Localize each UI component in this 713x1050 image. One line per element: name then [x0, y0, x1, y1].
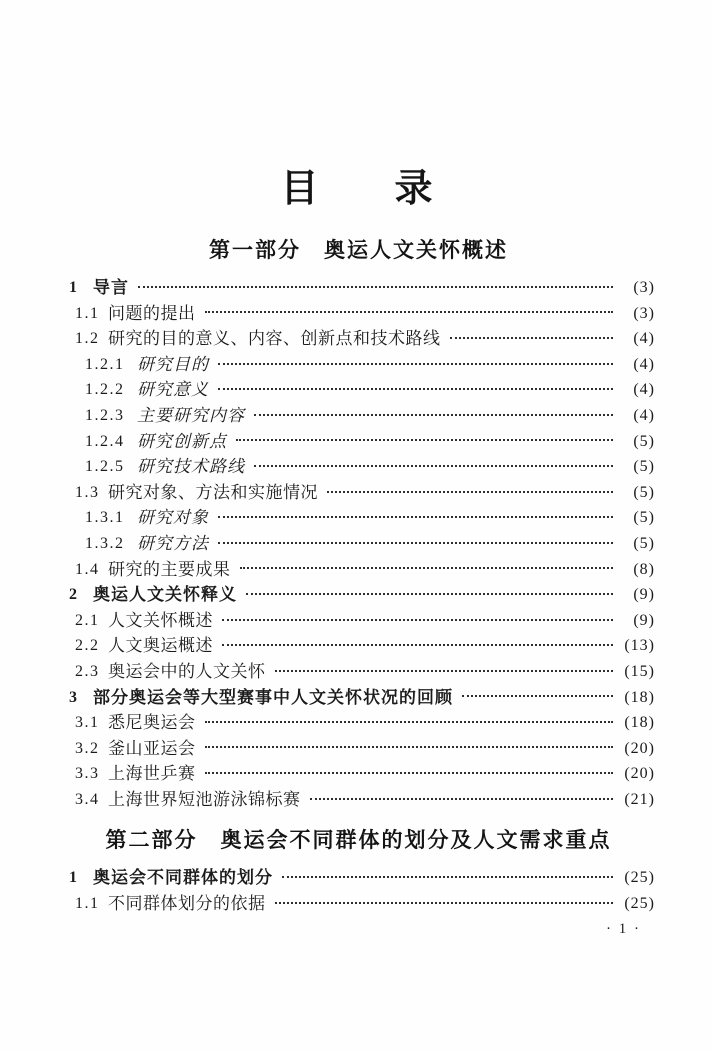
- toc-entry: [62, 710, 655, 736]
- dot-leader: [254, 465, 613, 467]
- dot-leader: [310, 798, 614, 800]
- entry-title: 研究技术路线: [137, 457, 245, 477]
- entry-page-number: (5): [633, 432, 655, 450]
- entry-number: 3.1: [75, 714, 100, 732]
- toc-entry: [62, 403, 655, 429]
- toc-entry: [62, 454, 655, 480]
- entry-page-number: (5): [633, 458, 655, 476]
- toc-entry: [62, 761, 655, 787]
- entry-title: 主要研究内容: [137, 405, 245, 425]
- toc-entry: [62, 608, 655, 634]
- entry-title: 釜山亚运会: [108, 738, 196, 758]
- entry-number: 3.2: [75, 739, 100, 757]
- entry-page-number: (15): [624, 662, 655, 680]
- entry-title: 研究的主要成果: [108, 559, 231, 579]
- dot-leader: [462, 695, 613, 697]
- entry-page-number: (4): [633, 406, 655, 424]
- dot-leader: [138, 286, 613, 288]
- entry-page-number: (8): [633, 560, 655, 578]
- toc-entry: [62, 505, 655, 531]
- dot-leader: [246, 593, 613, 595]
- entry-title: 悉尼奥运会: [108, 713, 196, 733]
- entry-number: 1.3.1: [85, 509, 125, 527]
- dot-leader: [327, 491, 613, 493]
- dot-leader: [222, 644, 613, 646]
- dot-leader: [218, 363, 613, 365]
- entry-page-number: (3): [633, 279, 655, 296]
- entry-number: 1: [69, 279, 79, 296]
- toc-entry: [62, 736, 655, 762]
- dot-leader: [275, 902, 614, 904]
- entry-page-number: (25): [624, 895, 655, 913]
- entry-number: 1.2: [75, 330, 100, 348]
- toc-entry: [62, 301, 655, 327]
- entry-number: 1.2.5: [85, 458, 125, 476]
- entry-page-number: (4): [633, 381, 655, 399]
- entry-page-number: (13): [624, 637, 655, 655]
- entry-number: 1.2.1: [85, 355, 125, 373]
- entry-number: 1.1: [75, 304, 100, 322]
- entry-page-number: (4): [633, 355, 655, 373]
- entry-title: 部分奥运会等大型赛事中人文关怀状况的回顾: [93, 687, 453, 707]
- dot-leader: [450, 337, 614, 339]
- entry-title: 人文奥运概述: [108, 636, 213, 656]
- toc-entry: [62, 633, 655, 659]
- dot-leader: [240, 567, 614, 569]
- dot-leader: [205, 772, 614, 774]
- entry-number: 3: [69, 688, 79, 706]
- toc-entry: [62, 326, 655, 352]
- dot-leader: [282, 876, 613, 878]
- dot-leader: [236, 439, 613, 441]
- entry-page-number: (25): [624, 869, 655, 887]
- toc-content: [62, 238, 655, 917]
- toc-section: [62, 828, 655, 916]
- toc-entry: [62, 659, 655, 685]
- entry-title: 问题的提出: [108, 303, 196, 323]
- entry-title: 导言: [93, 278, 129, 297]
- entry-page-number: (21): [624, 790, 655, 808]
- section-entries: [62, 275, 655, 812]
- entry-title: 上海世乒赛: [108, 764, 196, 784]
- toc-entry: [62, 377, 655, 403]
- entry-number: 1.2.4: [85, 432, 125, 450]
- toc-entry: [62, 352, 655, 378]
- entry-number: 1.3: [75, 483, 100, 501]
- entry-page-number: (4): [633, 330, 655, 348]
- entry-title: 研究意义: [137, 380, 209, 400]
- entry-page-number: (18): [624, 714, 655, 732]
- toc-entry: [62, 787, 655, 813]
- entry-title: 研究的目的意义、内容、创新点和技术路线: [108, 329, 441, 349]
- page-title: 目 录: [280, 168, 433, 210]
- entry-number: 2.2: [75, 637, 100, 655]
- entry-title: 不同群体划分的依据: [108, 894, 266, 914]
- entry-page-number: (5): [633, 483, 655, 501]
- entry-page-number: (20): [624, 739, 655, 757]
- entry-page-number: (3): [633, 304, 655, 322]
- entry-number: 3.4: [75, 790, 100, 808]
- dot-leader: [254, 414, 613, 416]
- entry-title: 研究对象: [137, 508, 209, 528]
- dot-leader: [218, 388, 613, 390]
- entry-number: 2.1: [75, 611, 100, 629]
- dot-leader: [218, 542, 613, 544]
- entry-page-number: (18): [624, 688, 655, 706]
- dot-leader: [205, 746, 614, 748]
- dot-leader: [218, 516, 613, 518]
- dot-leader: [205, 311, 614, 313]
- entry-number: 1.1: [75, 895, 100, 913]
- entry-page-number: (5): [633, 509, 655, 527]
- entry-number: 1.2.2: [85, 381, 125, 399]
- toc-entry: [62, 531, 655, 557]
- toc-entry: [62, 865, 655, 891]
- entry-title: 奥运会不同群体的划分: [93, 868, 273, 888]
- entry-page-number: (9): [633, 611, 655, 629]
- entry-number: 2: [69, 586, 79, 604]
- entry-number: 1.2.3: [85, 406, 125, 424]
- toc-entry: [62, 891, 655, 917]
- toc-entry: [62, 582, 655, 608]
- entry-number: 3.3: [75, 765, 100, 783]
- entry-page-number: (20): [624, 765, 655, 783]
- dot-leader: [205, 721, 614, 723]
- toc-entry: [62, 685, 655, 711]
- entry-page-number: (5): [633, 534, 655, 552]
- toc-entry: [62, 429, 655, 455]
- dot-leader: [275, 670, 614, 672]
- section-heading: 第二部分 奥运会不同群体的划分及人文需求重点: [105, 828, 612, 853]
- toc-entry: [62, 275, 655, 301]
- section-heading: 第一部分 奥运人文关怀概述: [209, 238, 508, 262]
- toc-entry: [62, 557, 655, 583]
- entry-title: 研究对象、方法和实施情况: [108, 482, 318, 502]
- dot-leader: [222, 619, 613, 621]
- entry-number: 1.3.2: [85, 534, 125, 552]
- entry-title: 奥运人文关怀释义: [93, 585, 237, 605]
- entry-title: 人文关怀概述: [108, 610, 213, 630]
- entry-number: 2.3: [75, 662, 100, 680]
- entry-title: 上海世界短池游泳锦标赛: [108, 789, 301, 809]
- entry-title: 研究创新点: [137, 431, 227, 451]
- toc-entry: [62, 480, 655, 506]
- entry-title: 研究目的: [137, 354, 209, 374]
- toc-section: [62, 238, 655, 812]
- folio-page-number: · 1 ·: [606, 920, 641, 937]
- section-entries: [62, 865, 655, 916]
- entry-number: 1: [69, 869, 79, 887]
- entry-page-number: (9): [633, 586, 655, 604]
- entry-title: 奥运会中的人文关怀: [108, 661, 266, 681]
- entry-title: 研究方法: [137, 533, 209, 553]
- entry-number: 1.4: [75, 560, 100, 578]
